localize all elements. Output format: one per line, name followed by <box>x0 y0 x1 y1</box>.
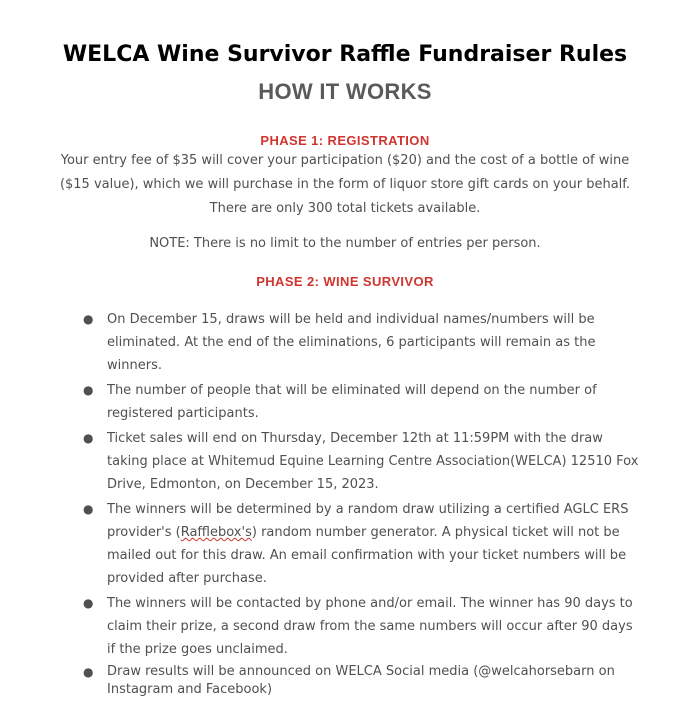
list-item-line: registered participants. <box>107 406 259 421</box>
list-item-line: winners. <box>107 358 162 373</box>
list-item-line: On December 15, draws will be held and individual names/numbers will be <box>107 312 595 327</box>
list-item-line: Drive, Edmonton, on December 15, 2023. <box>107 477 379 492</box>
rules-list <box>0 308 690 701</box>
phase1-text-line: ($15 value), which we will purchase in the form of liquor store gift cards on your behalf. <box>59 177 631 192</box>
list-item-line: eliminated. At the end of the eliminations, 6 participants will remain as the <box>107 335 596 350</box>
list-item-line: if the prize goes unclaimed. <box>107 642 288 657</box>
phase1-text-line: Your entry fee of $35 will cover your participation ($20) and the cost of a bottle of wine <box>60 153 630 168</box>
list-item-line: The winners will be determined by a random draw utilizing a certified AGLC ERS <box>107 502 629 517</box>
list-item-line: The winners will be contacted by phone and/or email. The winner has 90 days to <box>107 596 633 611</box>
list-item-line: The number of people that will be eliminated will depend on the number of <box>107 383 597 398</box>
line-text: provider's ( <box>107 525 181 540</box>
list-item <box>0 308 637 377</box>
list-item-line: mailed out for this draw. An email confirmation with your ticket numbers will be <box>107 548 627 563</box>
list-item-line: claim their prize, a second draw from the same numbers will occur after 90 days <box>107 619 633 634</box>
list-item <box>0 498 637 590</box>
bullet-icon: ● <box>83 312 94 326</box>
list-item-line: Draw results will be announced on WELCA Social media (@welcahorsebarn on <box>107 664 615 679</box>
list-item-line: Instagram and Facebook) <box>107 682 273 697</box>
list-item <box>0 663 637 699</box>
list-item <box>0 379 637 425</box>
list-item-line: provided after purchase. <box>107 571 267 586</box>
phase1-text-line: There are only 300 total tickets available. <box>209 201 481 216</box>
section-title: HOW IT WORKS <box>258 79 432 104</box>
phase1-heading: PHASE 1: REGISTRATION <box>260 133 430 148</box>
list-item-line: Ticket sales will end on Thursday, December 12th at 11:59PM with the draw <box>107 431 603 446</box>
bullet-icon: ● <box>83 665 94 679</box>
list-item-line: taking place at Whitemud Equine Learning Centre Association(WELCA) 12510 Fox <box>107 454 639 469</box>
phase2-heading: PHASE 2: WINE SURVIVOR <box>256 274 434 289</box>
bullet-icon: ● <box>83 431 94 445</box>
list-item-line <box>107 521 637 544</box>
phase1-note: NOTE: There is no limit to the number of entries per person. <box>149 236 541 251</box>
document-title: WELCA Wine Survivor Raffle Fundraiser Rules <box>62 41 628 67</box>
list-item <box>0 427 637 496</box>
bullet-icon: ● <box>83 596 94 610</box>
bullet-icon: ● <box>83 383 94 397</box>
list-item <box>0 592 637 661</box>
line-text: ) random number generator. A physical ticket will not be <box>251 525 620 540</box>
bullet-icon: ● <box>83 502 94 516</box>
spellcheck-flagged-word: Rafflebox's <box>180 525 252 540</box>
